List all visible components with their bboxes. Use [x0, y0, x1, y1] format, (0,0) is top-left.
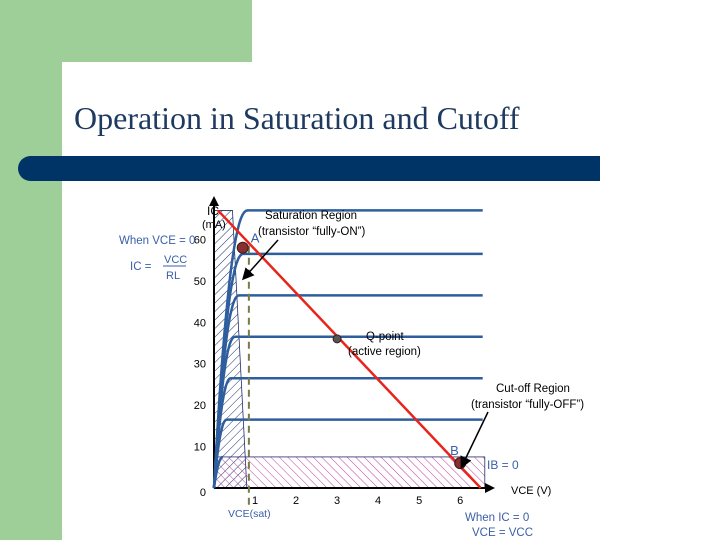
- slide-title: Operation in Saturation and Cutoff: [74, 100, 520, 136]
- fraction-denominator: RL: [166, 270, 181, 282]
- fraction-numerator: VCC: [164, 254, 188, 266]
- y-axis-label: IC: [207, 204, 219, 218]
- y-tick-label: 10: [193, 441, 206, 454]
- y-axis-unit: (mA): [202, 219, 226, 231]
- y-tick-label: 50: [193, 275, 206, 288]
- x-tick-label: 1: [251, 495, 259, 507]
- qpoint-subtitle: (active region): [348, 346, 421, 358]
- ic-equals-label: IC =: [130, 261, 152, 273]
- y-tick-label: 20: [193, 400, 206, 413]
- y-tick-label: 60: [193, 234, 206, 247]
- x-tick-label: 3: [334, 495, 341, 507]
- cutoff-region-subtitle: (transistor “fully-OFF”): [471, 399, 585, 411]
- x-tick-label: 4: [375, 495, 382, 507]
- saturation-region-title: Saturation Region: [265, 210, 358, 222]
- point-a-label: A: [250, 230, 260, 246]
- point-a-marker: [237, 242, 248, 253]
- x-tick-label: 5: [416, 495, 423, 507]
- when-vce-zero-label: When VCE = 0: [119, 235, 196, 247]
- q-point-marker: [333, 335, 341, 343]
- when-ic-zero-label: When IC = 0: [465, 512, 530, 524]
- point-b-label: B: [450, 443, 459, 459]
- vce-sat-label: VCE(sat): [228, 508, 271, 520]
- x-tick-label: 2: [292, 495, 300, 507]
- saturation-region-subtitle: (transistor “fully-ON”): [258, 226, 366, 238]
- x-tick-label: 6: [457, 495, 464, 507]
- x-axis-label: VCE (V): [511, 485, 552, 497]
- collector-curve: [214, 254, 483, 488]
- y-tick-label: 0: [199, 487, 206, 499]
- ib-zero-label: IB = 0: [487, 458, 519, 472]
- qpoint-title: Q-point: [366, 331, 404, 343]
- y-tick-label: 40: [193, 317, 206, 330]
- vce-equals-vcc-label: VCE = VCC: [472, 527, 534, 539]
- x-axis-arrow: [485, 483, 495, 493]
- y-tick-label: 30: [193, 358, 206, 371]
- cutoff-region-hatch: [214, 457, 485, 488]
- cutoff-region-title: Cut-off Region: [496, 383, 570, 395]
